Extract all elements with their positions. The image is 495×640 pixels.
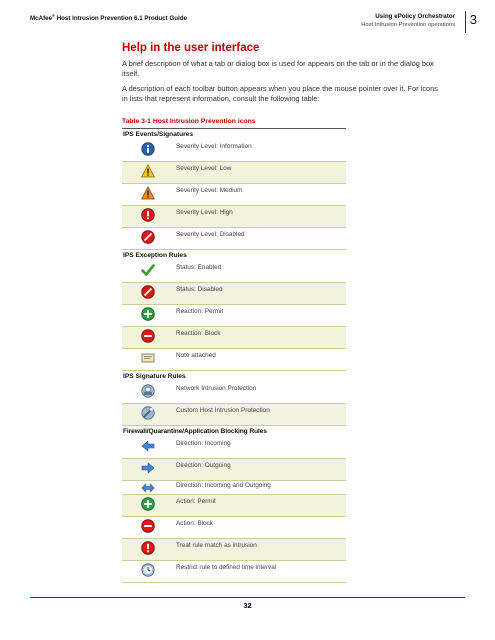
custom-host-icon <box>141 406 155 420</box>
table-row <box>122 481 346 495</box>
page-header-left <box>30 13 187 22</box>
product-title: Host Intrusion Prevention 6.1 Product Guide <box>54 15 187 23</box>
table-row <box>122 561 346 583</box>
table-caption: Table 3-1 Host Intrusion Prevention icons <box>122 118 256 125</box>
icon-description: Custom Host Intrusion Protection <box>176 407 270 414</box>
icons-table <box>122 128 346 583</box>
arrow-left-icon <box>141 439 155 453</box>
table-row <box>122 437 346 459</box>
footer-rule <box>30 597 465 598</box>
icon-description: Direction: Incoming <box>176 440 231 447</box>
icon-description: Direction: Outgoing <box>176 462 231 469</box>
disabled-icon <box>141 230 155 244</box>
table-row <box>122 184 346 206</box>
arrow-both-icon <box>141 481 155 495</box>
minus-red-icon <box>141 329 155 343</box>
section-subtitle: Host Intrusion Prevention operations <box>361 22 455 28</box>
icon-description: Severity Level: Disabled <box>176 231 245 238</box>
table-row <box>122 382 346 404</box>
plus-green-icon <box>141 307 155 321</box>
alert-red-icon <box>141 208 155 222</box>
table-row <box>122 206 346 228</box>
minus-red-icon <box>141 519 155 533</box>
icon-description: Action: Permit <box>176 498 216 505</box>
table-row <box>122 459 346 481</box>
icon-description: Status: Disabled <box>176 286 223 293</box>
section-title: Using ePolicy Orchestrator <box>375 13 455 20</box>
disabled-icon <box>141 285 155 299</box>
icon-description: Severity Level: Low <box>176 165 232 172</box>
checkmark-icon <box>141 263 155 277</box>
table-row <box>122 140 346 162</box>
registered-mark: ® <box>52 13 55 18</box>
page-number: 32 <box>243 601 252 610</box>
table-section-heading: Firewall/Quarantine/Application Blocking Rules <box>123 428 267 435</box>
icon-description: Restrict rule to defined time interval <box>176 564 277 571</box>
table-section-heading: IPS Exception Rules <box>123 252 187 259</box>
page-header-right <box>361 13 455 29</box>
icon-description: Reaction: Permit <box>176 308 224 315</box>
icon-description: Treat rule match as intrusion <box>176 542 257 549</box>
table-row <box>122 283 346 305</box>
table-section-heading: IPS Signature Rules <box>123 373 186 380</box>
icon-description: Status: Enabled <box>176 264 222 271</box>
paragraph-1: A brief description of what a tab or dialog box is used for appears on the tab or in the dialog box itself. <box>122 59 434 78</box>
clock-icon <box>141 563 155 577</box>
info-icon <box>141 142 155 156</box>
table-section-heading: IPS Events/Signatures <box>123 131 193 138</box>
warning-yellow-icon <box>141 164 155 178</box>
table-row <box>122 539 346 561</box>
table-row <box>122 517 346 539</box>
table-row <box>122 162 346 184</box>
icon-description: Note attached <box>176 352 216 359</box>
table-row <box>122 305 346 327</box>
icon-description: Severity Level: High <box>176 209 233 216</box>
network-icon <box>141 384 155 398</box>
icon-description: Severity Level: Medium <box>176 187 243 194</box>
icon-description: Direction: Incoming and Outgoing <box>176 482 271 489</box>
table-row <box>122 495 346 517</box>
icon-description: Network Intrusion Protection <box>176 385 257 392</box>
page-heading: Help in the user interface <box>122 42 260 54</box>
icon-description: Action: Block <box>176 520 213 527</box>
table-row <box>122 404 346 426</box>
table-row <box>122 261 346 283</box>
icon-description: Reaction: Block <box>176 330 221 337</box>
table-row <box>122 349 346 371</box>
note-icon <box>141 351 155 365</box>
alert-red-icon <box>141 541 155 555</box>
table-row <box>122 327 346 349</box>
table-row <box>122 228 346 250</box>
paragraph-2: A description of each toolbar button appears when you place the mouse pointer over it. For icons in lists that represent information, consult the following table: <box>122 84 438 103</box>
brand-name: McAfee <box>30 15 53 23</box>
warning-orange-icon <box>141 186 155 200</box>
plus-green-icon <box>141 497 155 511</box>
chapter-number: 3 <box>465 11 477 33</box>
arrow-right-icon <box>141 461 155 475</box>
icon-description: Severity Level: Information <box>176 143 252 150</box>
